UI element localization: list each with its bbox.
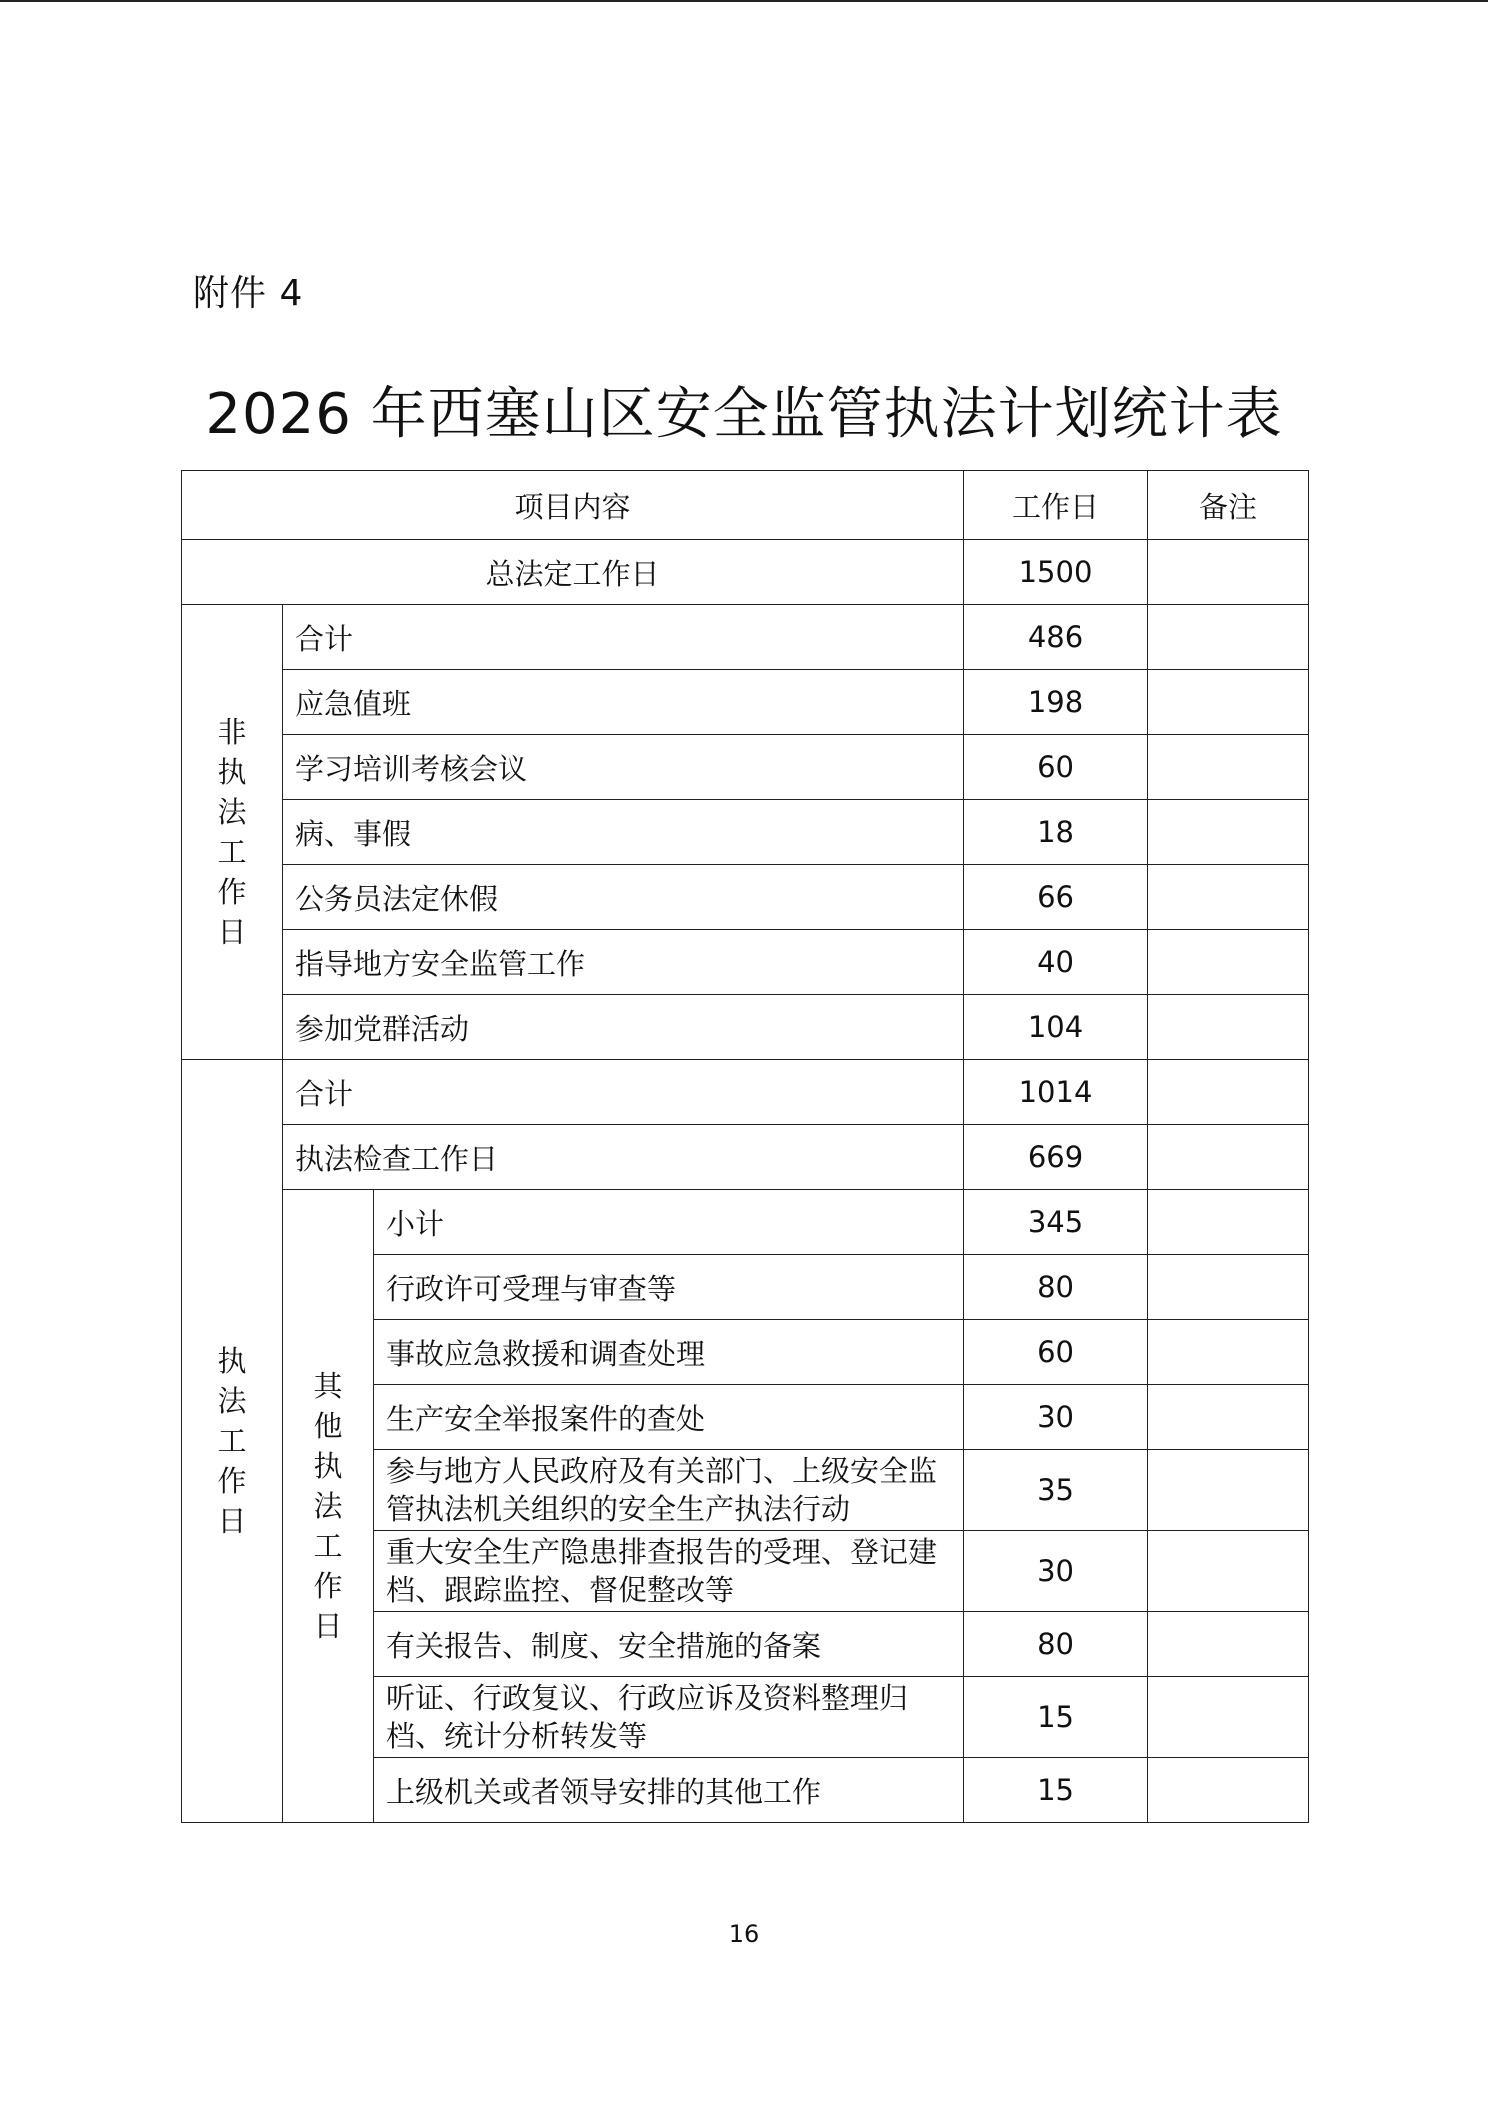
total-row [182,540,1309,605]
table-row [182,800,1309,865]
table-row [182,1190,1309,1255]
enforcement-group [182,1060,283,1823]
row-label: 参加党群活动 [283,995,964,1060]
remark-cell [1148,1385,1309,1450]
remark-cell [1148,865,1309,930]
table-row [182,1125,1309,1190]
remark-cell [1148,605,1309,670]
header-days: 工作日 [964,471,1148,540]
table-row [182,995,1309,1060]
row-label: 学习培训考核会议 [283,735,964,800]
row-label: 公务员法定休假 [283,865,964,930]
top-border [0,0,1488,2]
table-row [182,735,1309,800]
table-row [182,605,1309,670]
row-label: 指导地方安全监管工作 [283,930,964,995]
table-row [182,865,1309,930]
row-days: 30 [964,1385,1148,1450]
row-days: 669 [964,1125,1148,1190]
remark-cell [1148,1125,1309,1190]
remark-cell [1148,1612,1309,1677]
row-days: 80 [964,1612,1148,1677]
total-label: 总法定工作日 [182,540,964,605]
header-item: 项目内容 [182,471,964,540]
other-enforcement-group-label: 其他执法工作日 [313,1369,343,1643]
table-row [182,670,1309,735]
remark-cell [1148,1320,1309,1385]
other-enforcement-group [283,1190,374,1823]
remark-cell [1148,735,1309,800]
row-label: 执法检查工作日 [283,1125,964,1190]
row-days: 104 [964,995,1148,1060]
row-label: 病、事假 [283,800,964,865]
row-label: 行政许可受理与审查等 [374,1255,964,1320]
remark-cell [1148,800,1309,865]
row-days: 80 [964,1255,1148,1320]
remark-cell [1148,930,1309,995]
row-days: 345 [964,1190,1148,1255]
row-days: 35 [964,1450,1148,1531]
remark-cell [1148,1255,1309,1320]
row-days: 40 [964,930,1148,995]
total-days: 1500 [964,540,1148,605]
remark-cell [1148,1190,1309,1255]
remark-cell [1148,1450,1309,1531]
row-label: 有关报告、制度、安全措施的备案 [374,1612,964,1677]
attachment-label: 附件 4 [193,273,304,314]
row-label: 合计 [283,605,964,670]
table-row [182,1060,1309,1125]
row-label: 应急值班 [283,670,964,735]
remark-cell [1148,1677,1309,1758]
row-days: 15 [964,1758,1148,1823]
row-label: 上级机关或者领导安排的其他工作 [374,1758,964,1823]
enforcement-group-label: 执法工作日 [217,1344,247,1538]
non-enforcement-group [182,605,283,1060]
row-label: 小计 [374,1190,964,1255]
remark-cell [1148,1758,1309,1823]
row-days: 1014 [964,1060,1148,1125]
row-days: 15 [964,1677,1148,1758]
remark-cell [1148,1060,1309,1125]
header-row [182,471,1309,540]
row-label: 重大安全生产隐患排查报告的受理、登记建档、跟踪监控、督促整改等 [374,1531,964,1612]
row-days: 18 [964,800,1148,865]
page-title: 2026 年西塞山区安全监管执法计划统计表 [205,382,1283,447]
header-remark: 备注 [1148,471,1309,540]
row-label: 生产安全举报案件的查处 [374,1385,964,1450]
row-days: 30 [964,1531,1148,1612]
row-days: 66 [964,865,1148,930]
remark-cell [1148,540,1309,605]
row-label: 参与地方人民政府及有关部门、上级安全监管执法机关组织的安全生产执法行动 [374,1450,964,1531]
remark-cell [1148,995,1309,1060]
table-row [182,930,1309,995]
remark-cell [1148,1531,1309,1612]
page-number: 16 [728,1920,760,1948]
non-enforcement-group-label: 非执法工作日 [217,715,247,949]
row-label: 合计 [283,1060,964,1125]
plan-table [181,470,1309,1823]
row-days: 486 [964,605,1148,670]
row-days: 60 [964,1320,1148,1385]
row-label: 听证、行政复议、行政应诉及资料整理归档、统计分析转发等 [374,1677,964,1758]
row-days: 198 [964,670,1148,735]
remark-cell [1148,670,1309,735]
row-label: 事故应急救援和调查处理 [374,1320,964,1385]
row-days: 60 [964,735,1148,800]
